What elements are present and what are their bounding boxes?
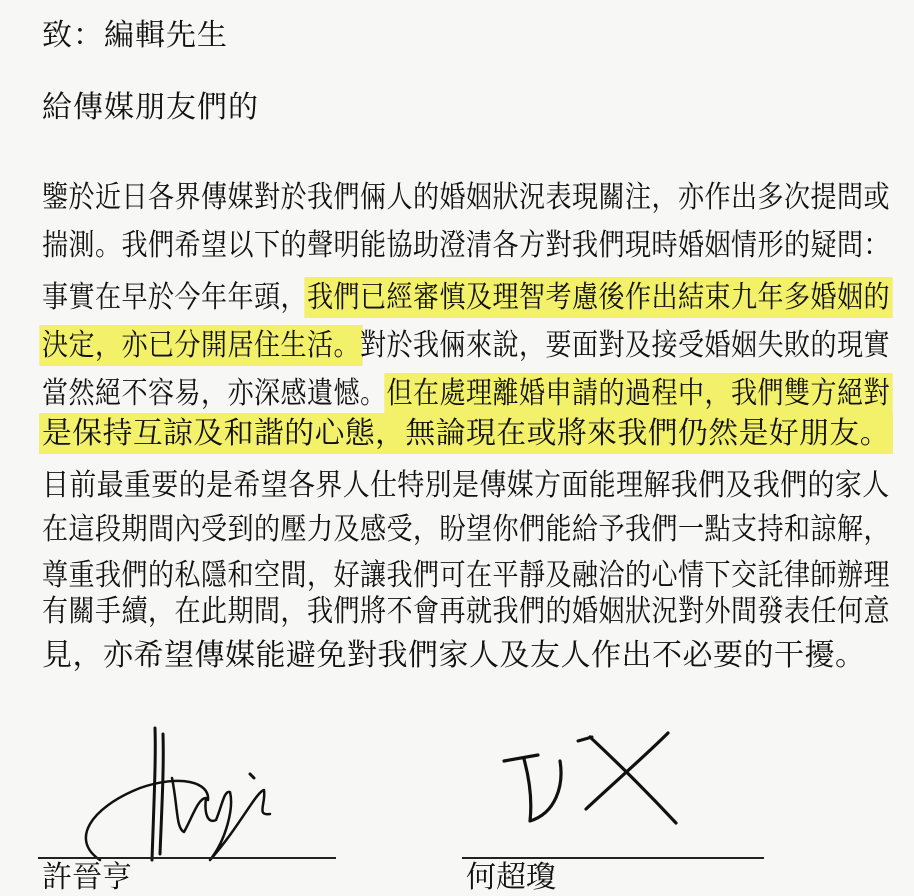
paragraph2-line2-text: 對於我倆來說，要面對及接受婚姻失敗的現實 xyxy=(360,328,890,363)
paragraph3-line3: 尊重我們的私隱和空間，好讓我們可在平靜及融洽的心情下交託律師辦理 xyxy=(42,558,890,593)
right-signature-image xyxy=(500,725,740,835)
paragraph3-line5: 見，亦希望傳媒能避免對我們家人及友人作出不必要的干擾。 xyxy=(42,638,866,673)
highlighted-text: 決定，亦已分開居住生活。 xyxy=(42,328,360,363)
paragraph2-line3-text: 當然絕不容易，亦深感遺憾。 xyxy=(42,376,387,411)
left-signature-image xyxy=(60,720,300,870)
paragraph3-line2: 在這段期間內受到的壓力及感受，盼望你們能給予我們一點支持和諒解， xyxy=(42,512,890,547)
right-signatory-name: 何超瓊 xyxy=(466,860,556,895)
highlighted-text: 是保持互諒及和諧的心態，無論現在或將來我們仍然是好朋友。 xyxy=(42,416,890,451)
paragraph1-line2: 揣測。我們希望以下的聲明能協助澄清各方對我們現時婚姻情形的疑問： xyxy=(42,228,890,263)
paragraph1-line1: 鑒於近日各界傳媒對於我們倆人的婚姻狀況表現關注，亦作出多次提問或 xyxy=(42,180,890,215)
paragraph2-line1-text: 事實在早於今年年頭， xyxy=(42,280,307,315)
highlighted-text: 我們已經審慎及理智考慮後作出結束九年多婚姻的 xyxy=(307,280,890,315)
right-signature-line xyxy=(462,857,764,859)
paragraph3-line1: 目前最重要的是希望各界人仕特別是傳媒方面能理解我們及我們的家人 xyxy=(42,468,890,503)
paragraph2-line2 xyxy=(42,326,890,366)
paragraph3-line4: 有關手續，在此期間，我們將不會再就我們的婚姻狀況對外間發表任何意 xyxy=(42,594,890,629)
intro-line: 給傳媒朋友們的 xyxy=(42,90,259,125)
paragraph2-line4 xyxy=(42,414,890,454)
salutation: 致：編輯先生 xyxy=(42,18,228,53)
highlighted-text: 但在處理離婚申請的過程中，我們雙方絕對 xyxy=(386,376,890,411)
paragraph2-line1 xyxy=(42,278,890,318)
left-signature-line xyxy=(38,857,336,859)
paragraph2-line3 xyxy=(42,374,890,414)
left-signatory-name: 許晉亨 xyxy=(42,860,132,895)
